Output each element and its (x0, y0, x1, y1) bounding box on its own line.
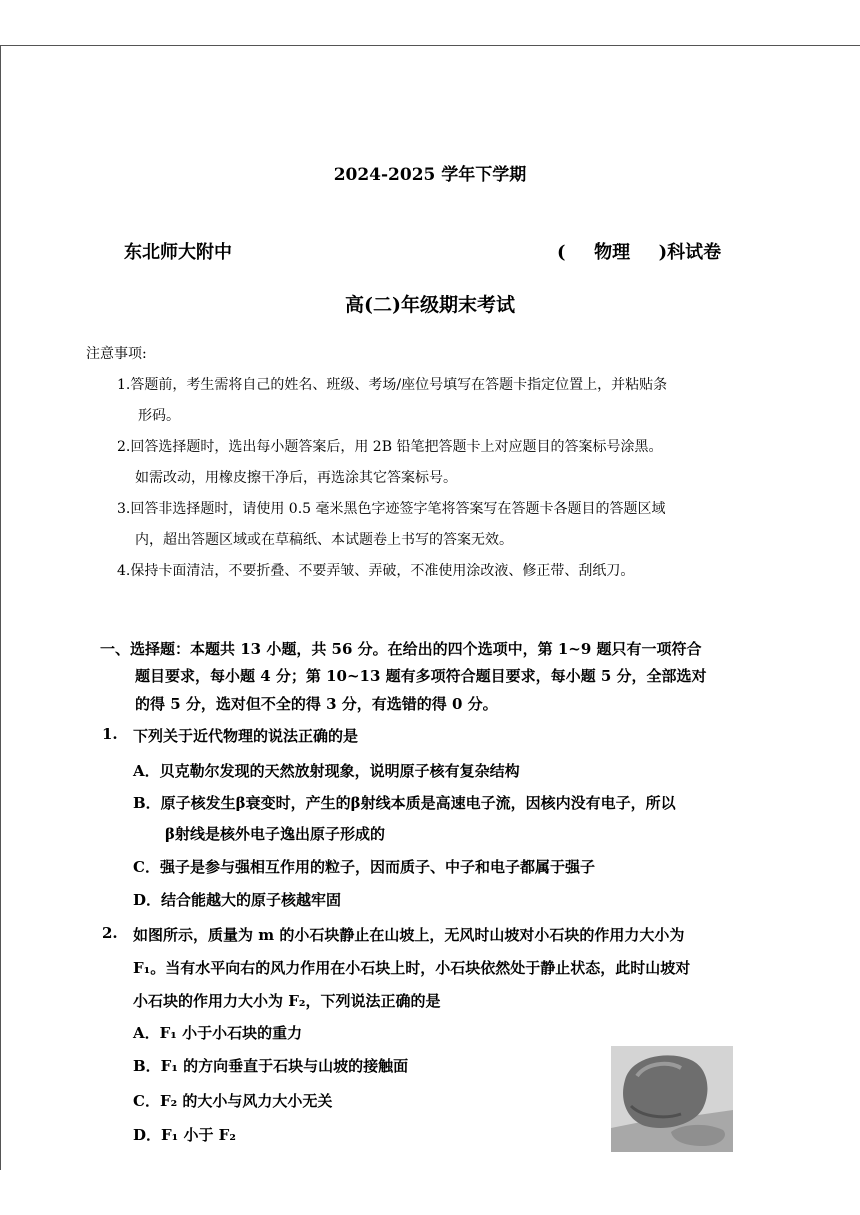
notice-line: 内，超出答题区域或在草稿纸、本试题卷上书写的答案无效。 (135, 532, 513, 548)
notice-line: 4.保持卡面清洁，不要折叠、不要弄皱、弄破，不准使用涂改液、修正带、刮纸刀。 (117, 563, 635, 579)
notice-title: 注意事项: (86, 346, 147, 362)
rock-on-slope-illustration (611, 1046, 733, 1152)
page-border-left (0, 45, 1, 1170)
question-option: C．F₂ 的大小与风力大小无关 (133, 1092, 333, 1110)
question-option: β射线是核外电子逸出原子形成的 (165, 825, 385, 843)
question-stem-line: F₁。当有水平向右的风力作用在小石块上时，小石块依然处于静止状态，此时山坡对 (133, 959, 691, 977)
question-stem-line: 小石块的作用力大小为 F₂，下列说法正确的是 (133, 992, 441, 1010)
subject-name: 物理 (594, 242, 631, 263)
question-option: D．F₁ 小于 F₂ (133, 1126, 236, 1144)
question-option: B．F₁ 的方向垂直于石块与山坡的接触面 (133, 1057, 409, 1075)
notice-line: 3.回答非选择题时，请使用 0.5 毫米黑色字迹签字笔将答案写在答题卡各题目的答题区域 (117, 501, 666, 517)
question-stem-line: 如图所示，质量为 m 的小石块静止在山坡上，无风时山坡对小石块的作用力大小为 (133, 926, 685, 944)
subject-open: ( (557, 242, 566, 263)
notice-line: 2.回答选择题时，选出每小题答案后，用 2B 铅笔把答题卡上对应题目的答案标号涂黑。 (117, 439, 663, 455)
question-option: C．强子是参与强相互作用的粒子，因而质子、中子和电子都属于强子 (133, 858, 595, 876)
notice-line: 如需改动，用橡皮擦干净后，再选涂其它答案标号。 (135, 470, 457, 486)
term-title: 2024-2025 学年下学期 (333, 165, 527, 185)
question-stem: 下列关于近代物理的说法正确的是 (133, 727, 359, 745)
question-option: A．贝克勒尔发现的天然放射现象，说明原子核有复杂结构 (133, 762, 520, 780)
notice-line: 1.答题前，考生需将自己的姓名、班级、考场/座位号填写在答题卡指定位置上，并粘贴条 (117, 377, 668, 393)
question-option: D．结合能越大的原子核越牢固 (133, 891, 342, 909)
subject-line (557, 238, 721, 264)
exam-title: 高(二)年级期末考试 (345, 294, 515, 316)
section-heading-line: 一、选择题：本题共 13 小题，共 56 分。在给出的四个选项中，第 1~9 题只有一项符合 (100, 640, 702, 658)
question-number: 1. (102, 725, 118, 743)
page-border-top (0, 45, 860, 46)
question-number: 2. (102, 924, 118, 942)
question-option: B．原子核发生β衰变时，产生的β射线本质是高速电子流，因核内没有电子，所以 (133, 794, 676, 812)
school-name: 东北师大附中 (124, 242, 232, 263)
section-heading-line: 题目要求，每小题 4 分；第 10~13 题有多项符合题目要求，每小题 5 分，全部选对 (135, 667, 707, 685)
section-heading-line: 的得 5 分，选对但不全的得 3 分，有选错的得 0 分。 (135, 695, 498, 713)
question-option: A．F₁ 小于小石块的重力 (133, 1024, 303, 1042)
subject-close: )科试卷 (658, 242, 722, 263)
rock-on-slope-photo (611, 1046, 733, 1152)
notice-line: 形码。 (138, 408, 180, 424)
